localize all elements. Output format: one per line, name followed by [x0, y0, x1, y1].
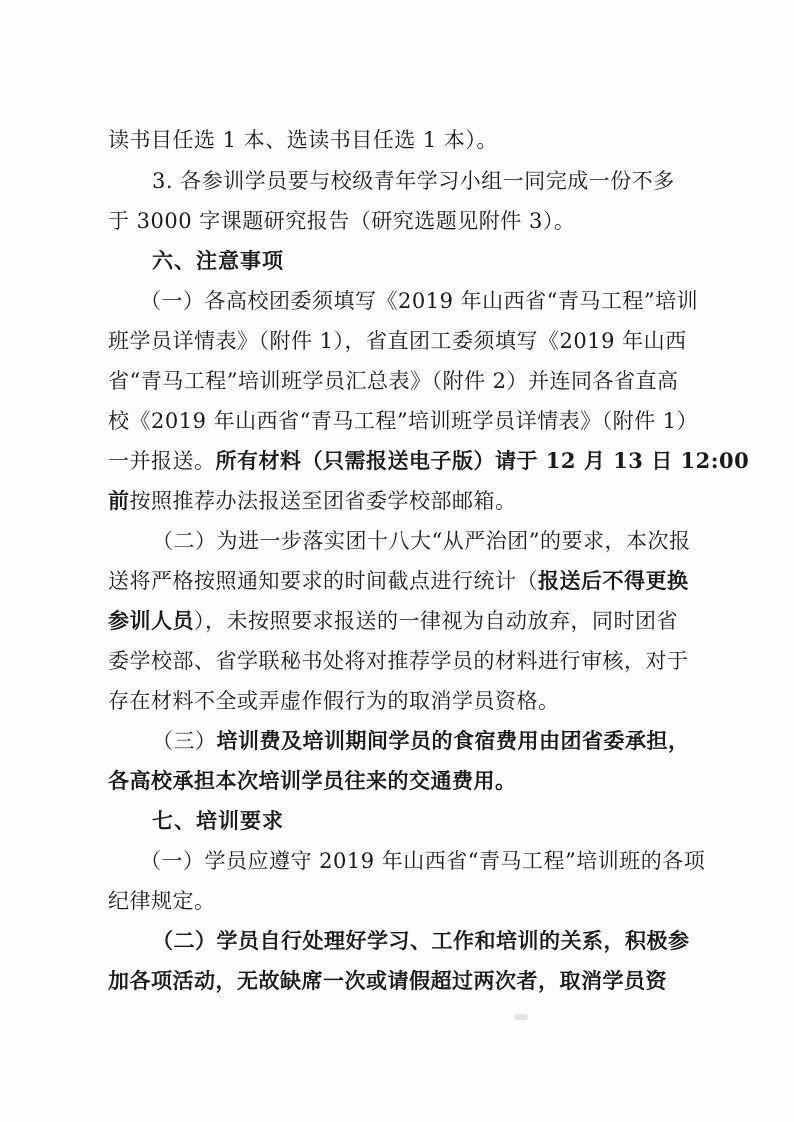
paragraph-line	[108, 207, 698, 235]
paragraph-line	[108, 687, 698, 715]
paragraph-line	[108, 887, 698, 915]
text-span: 一并报送。	[108, 449, 216, 473]
paragraph-line	[152, 927, 698, 955]
text-span: ），未按照要求报送的一律视为自动放弃，同时团省	[194, 609, 678, 633]
paragraph-line	[108, 647, 698, 675]
text-span: 3. 各参训学员要与校级青年学习小组一同完成一份不多	[152, 169, 675, 193]
paragraph-line	[108, 567, 698, 595]
scan-smudge	[514, 1014, 528, 1020]
paragraph-line	[108, 607, 698, 635]
paragraph-line	[108, 407, 698, 435]
section-heading	[152, 807, 698, 835]
paragraph-line	[152, 527, 698, 555]
paragraph-line	[152, 727, 698, 755]
paragraph-line	[108, 967, 698, 995]
bold-text-span: 所有材料（只需报送电子版）请于 12 月 13 日 12:00	[215, 448, 750, 473]
heading-text: 六、注意事项	[152, 249, 284, 273]
paragraph-line	[108, 367, 698, 395]
paragraph-line	[108, 767, 698, 795]
bold-text-span: 参训人员	[108, 608, 194, 633]
bold-text-span: 各高校承担本次培训学员往来的交通费用。	[108, 768, 517, 793]
text-span: 省“青马工程”培训班学员汇总表》（附件 2）并连同各省直高	[108, 369, 679, 393]
heading-text: 七、培训要求	[152, 809, 284, 833]
text-span: 班学员详情表》（附件 1），省直团工委须填写《2019 年山西	[108, 329, 687, 353]
bold-text-span: （二）学员自行处理好学习、工作和培训的关系，积极参	[152, 928, 690, 953]
paragraph-line	[108, 487, 698, 515]
bold-text-span: 前	[108, 488, 130, 513]
text-span: （一）学员应遵守 2019 年山西省“青马工程”培训班的各项	[140, 849, 706, 873]
text-span: （二）为进一步落实团十八大“从严治团”的要求，本次报	[152, 529, 691, 553]
paragraph-line	[152, 167, 698, 195]
text-span: 于 3000 字课题研究报告（研究选题见附件 3）。	[108, 209, 576, 233]
paragraph-line	[108, 447, 750, 475]
section-heading	[152, 247, 698, 275]
paragraph-line	[108, 327, 698, 355]
text-span: （三）	[152, 729, 217, 753]
text-span: 校《2019 年山西省“青马工程”培训班学员详情表》（附件 1）	[108, 409, 699, 433]
bold-text-span: 加各项活动，无故缺席一次或请假超过两次者，取消学员资	[108, 968, 667, 993]
text-span: 读书目任选 1 本、选读书目任选 1 本）。	[108, 128, 498, 152]
text-span: 按照推荐办法报送至团省委学校部邮箱。	[129, 489, 517, 513]
text-span: 送将严格按照通知要求的时间截点进行统计（	[108, 569, 538, 593]
paragraph-line	[140, 847, 706, 875]
text-span: 委学校部、省学联秘书处将对推荐学员的材料进行审核，对于	[108, 649, 689, 673]
bold-text-span: 报送后不得更换	[538, 568, 689, 593]
text-span: 存在材料不全或弄虚作假行为的取消学员资格。	[108, 689, 560, 713]
bold-text-span: 培训费及培训期间学员的食宿费用由团省委承担，	[216, 728, 690, 753]
text-span: （一）各高校团委须填写《2019 年山西省“青马工程”培训	[140, 289, 699, 313]
paragraph-line	[140, 287, 698, 315]
paragraph-line	[108, 126, 698, 154]
text-span: 纪律规定。	[108, 889, 216, 913]
